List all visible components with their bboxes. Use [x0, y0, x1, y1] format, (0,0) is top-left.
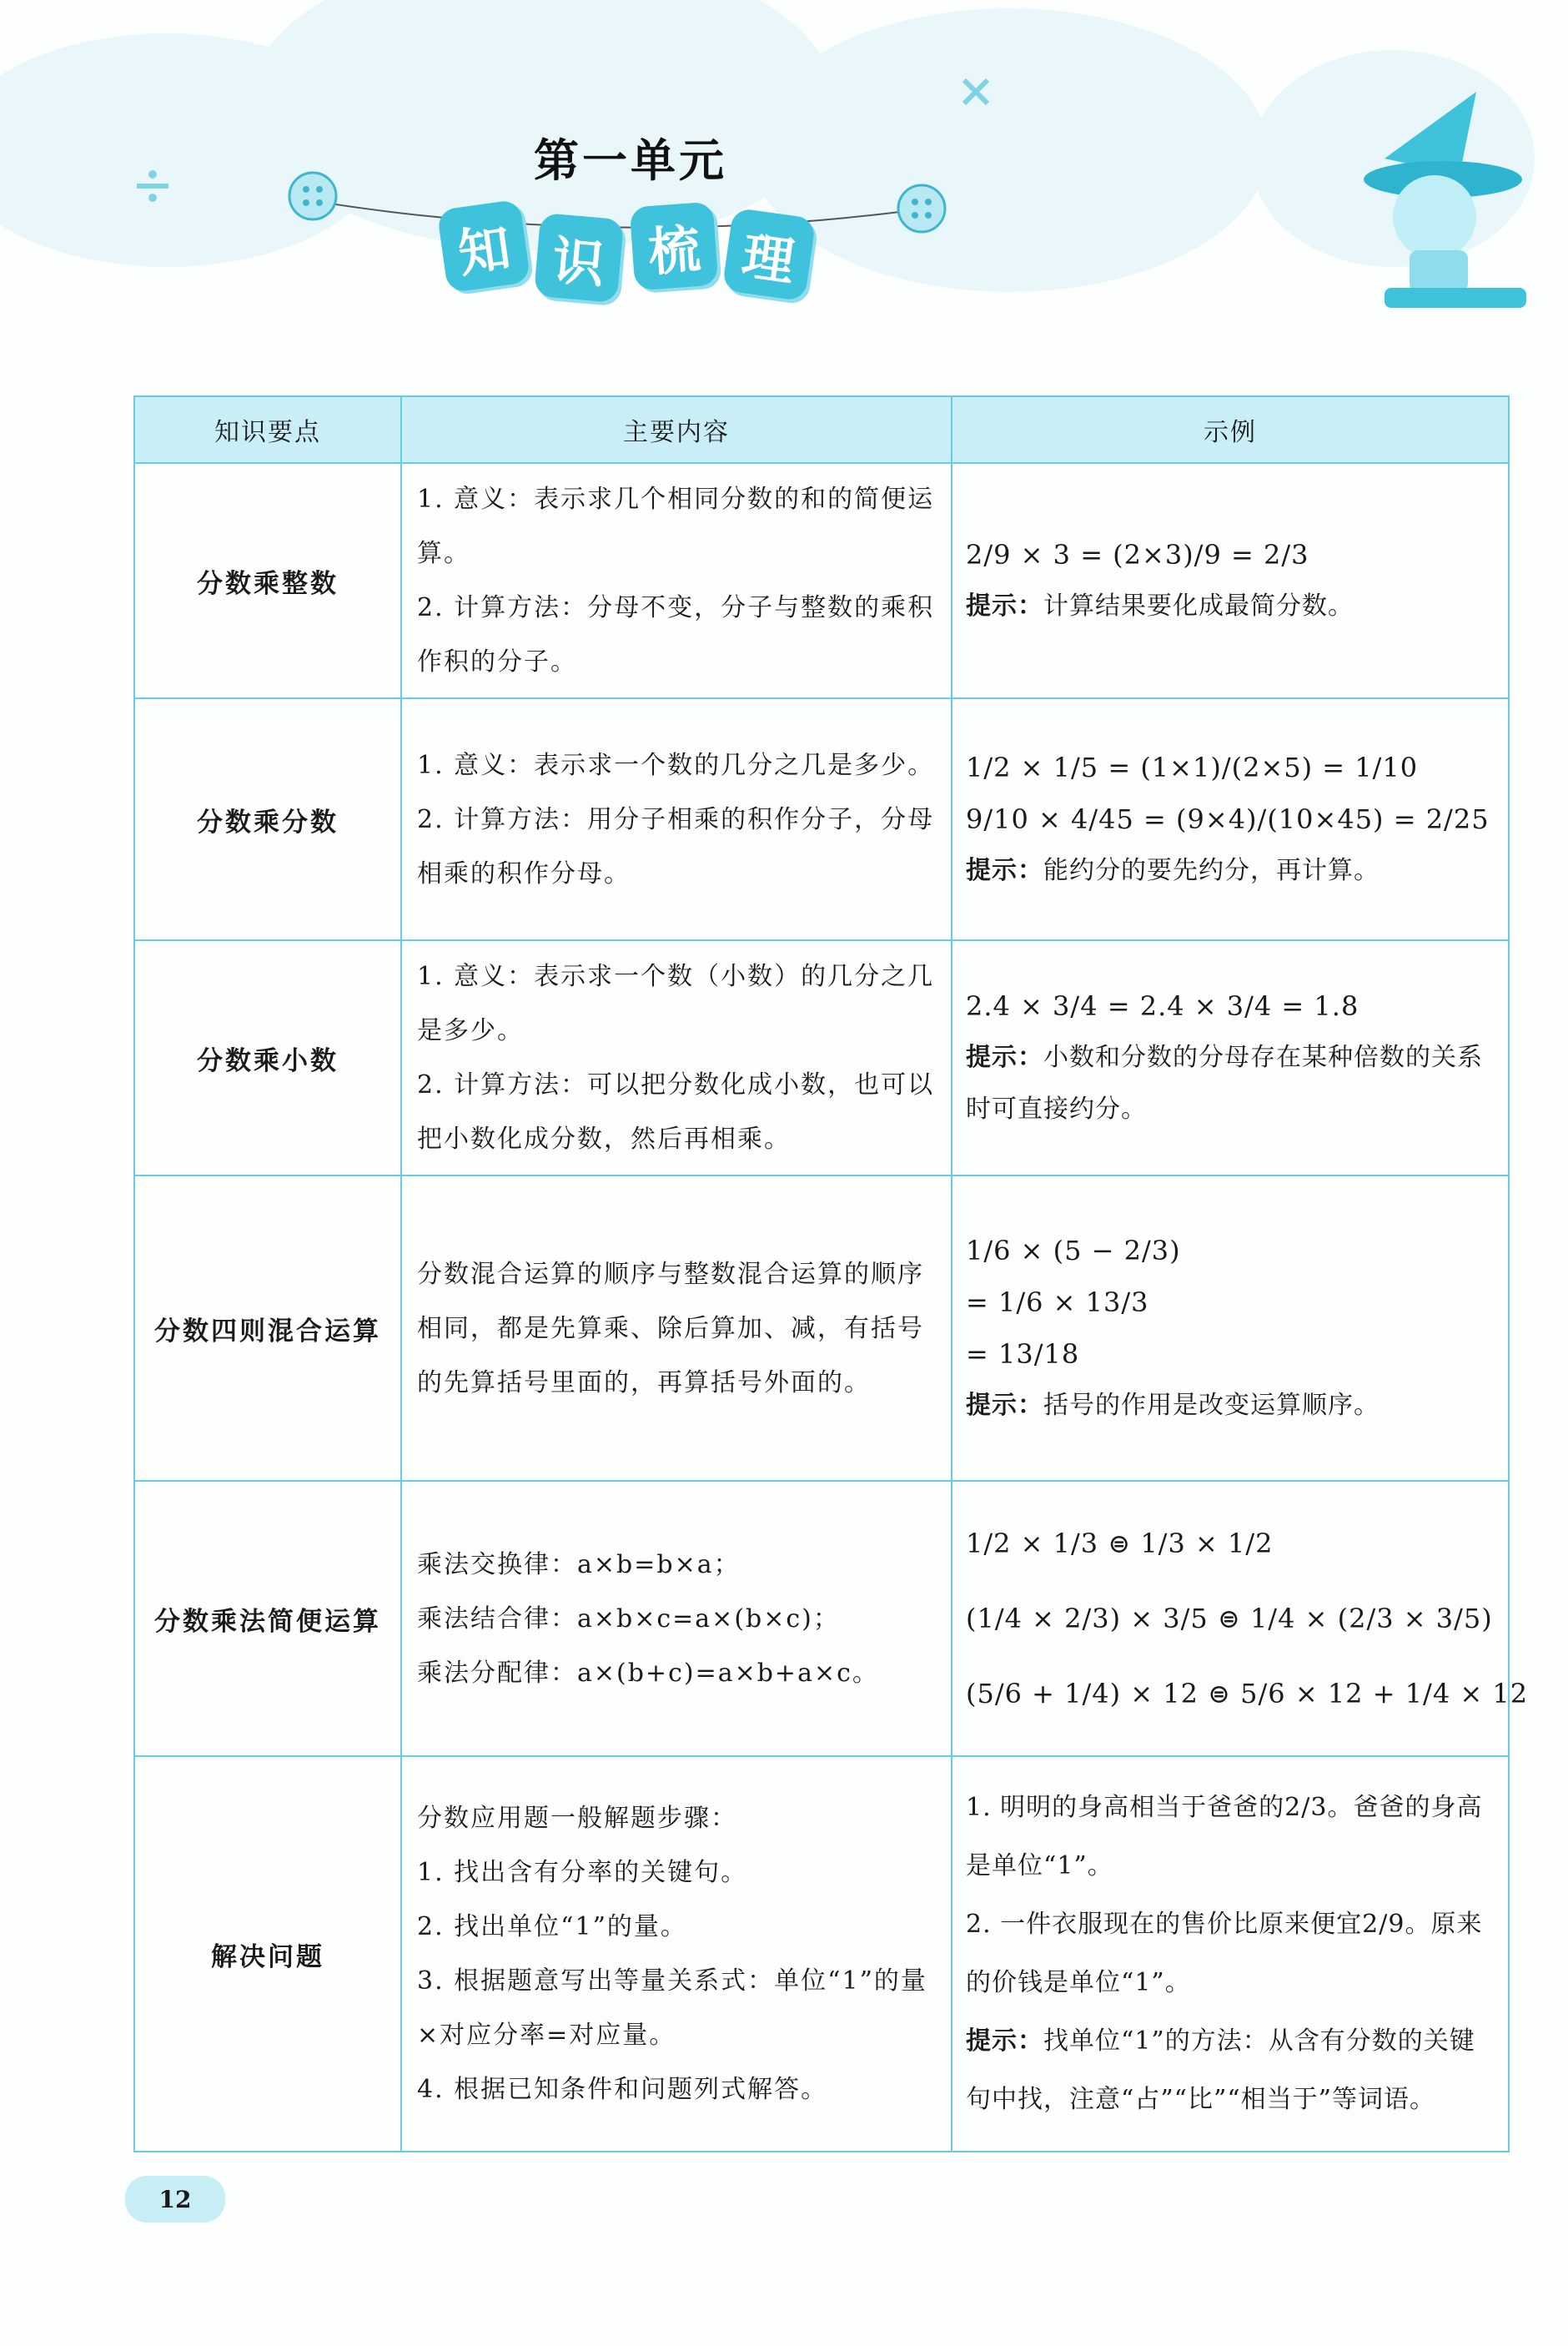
example-cell: [952, 1756, 1509, 2152]
button-icon: [284, 167, 342, 225]
example-cell: [952, 698, 1509, 940]
content-line: 1. 意义：表示求一个数（小数）的几分之几是多少。: [417, 962, 935, 1045]
table-row: [134, 1176, 1509, 1481]
divide-icon: [133, 167, 172, 205]
tip-text: 括号的作用是改变运算顺序。: [1043, 1391, 1380, 1420]
content-line: 4. 根据已知条件和问题列式解答。: [417, 2075, 828, 2104]
tip-text: 能约分的要先约分，再计算。: [1043, 856, 1380, 885]
badge-shi: 识: [534, 213, 624, 303]
example-line: 1. 明明的身高相当于爸爸的2/3。爸爸的身高是单位“1”。: [966, 1793, 1483, 1880]
content-line: 乘法交换律：a×b=b×a；: [417, 1549, 741, 1579]
content-line: 乘法分配律：a×(b+c)=a×b+a×c。: [417, 1658, 879, 1688]
content-line: 2. 计算方法：可以把分数化成小数，也可以把小数化成分数，然后再相乘。: [417, 1070, 935, 1154]
tip: [966, 1380, 1495, 1432]
witch-girl-icon: [1351, 83, 1543, 317]
topic-cell: 解决问题: [134, 1756, 401, 2152]
content-line: 2. 找出单位“1”的量。: [417, 1912, 687, 1941]
content-line: 1. 意义：表示求一个数的几分之几是多少。: [417, 750, 935, 780]
example-math: = 1/6 × 13/3: [966, 1286, 1149, 1318]
topic-cell: 分数四则混合运算: [134, 1176, 401, 1481]
tip: [966, 845, 1495, 897]
page-number: 12: [125, 2176, 225, 2223]
content-cell: [401, 1176, 952, 1481]
column-header: 主要内容: [401, 396, 952, 463]
tip-label: 提示：: [966, 1391, 1043, 1420]
example-cell: [952, 940, 1509, 1176]
tip-label: 提示：: [966, 856, 1043, 885]
content-line: 分数应用题一般解题步骤：: [417, 1804, 737, 1833]
table-row: [134, 698, 1509, 940]
column-header: 示例: [952, 396, 1509, 463]
tip-text: 找单位“1”的方法：从含有分数的关键句中找，注意“占”“比”“相当于”等词语。: [966, 2026, 1475, 2114]
example-math: 9/10 × 4/45 = (9×4)/(10×45) = 2/25: [966, 803, 1490, 835]
button-icon: [892, 179, 951, 238]
tip-label: 提示：: [966, 592, 1043, 621]
cloud-decoration: [751, 8, 1268, 292]
table-row: [134, 463, 1509, 698]
tip: [966, 581, 1495, 632]
tip-label: 提示：: [966, 2026, 1043, 2056]
example-math: 2.4 × 3/4 = 2.4 × 3/4 = 1.8: [966, 990, 1359, 1022]
example-math: 1/6 × (5 − 2/3): [966, 1235, 1181, 1266]
topic-cell: 分数乘法简便运算: [134, 1481, 401, 1756]
example-math: (5/6 + 1/4) × 12 ⊜ 5/6 × 12 + 1/4 × 12: [966, 1678, 1529, 1709]
content-line: 1. 找出含有分率的关键句。: [417, 1858, 748, 1887]
tip-text: 小数和分数的分母存在某种倍数的关系时可直接约分。: [966, 1043, 1483, 1124]
page-header: [0, 0, 1568, 350]
example-math: 1/2 × 1/3 ⊜ 1/3 × 1/2: [966, 1528, 1274, 1559]
content-line: 乘法结合律：a×b×c=a×(b×c)；: [417, 1603, 840, 1634]
content-cell: [401, 940, 952, 1176]
topic-cell: 分数乘分数: [134, 698, 401, 940]
section-badges: [442, 204, 811, 300]
example-cell: [952, 1481, 1529, 1756]
tip: [966, 1032, 1495, 1135]
example-line: 2. 一件衣服现在的售价比原来便宜2/9。原来的价钱是单位“1”。: [966, 1910, 1483, 1997]
content-line: 3. 根据题意写出等量关系式：单位“1”的量×对应分率=对应量。: [417, 1966, 927, 2050]
content-line: 1. 意义：表示求几个相同分数的和的简便运算。: [417, 485, 935, 568]
example-cell: [952, 1176, 1509, 1481]
table-header-row: [134, 396, 1509, 463]
content-cell: [401, 1481, 952, 1756]
tip-label: 提示：: [966, 1043, 1043, 1072]
topic-cell: 分数乘整数: [134, 463, 401, 698]
table-row: [134, 1481, 1509, 1756]
content-line: 2. 计算方法：用分子相乘的积作分子，分母相乘的积作分母。: [417, 804, 935, 889]
example-math: 1/2 × 1/5 = (1×1)/(2×5) = 1/10: [966, 752, 1419, 783]
tip: [966, 2012, 1495, 2129]
column-header: 知识要点: [134, 396, 401, 463]
unit-title: 第一单元: [534, 134, 727, 187]
table-row: [134, 940, 1509, 1176]
badge-zhi: 知: [437, 199, 531, 294]
badge-shu: 梳: [630, 202, 719, 291]
content-cell: [401, 698, 952, 940]
topic-cell: 分数乘小数: [134, 940, 401, 1176]
content-line: 分数混合运算的顺序与整数混合运算的顺序相同，都是先算乘、除后算加、减，有括号的先算括号里面的，再算括号外面的。: [417, 1259, 924, 1397]
example-math: = 13/18: [966, 1338, 1080, 1370]
content-cell: [401, 1756, 952, 2152]
badge-li: 理: [722, 208, 817, 302]
multiply-icon: [959, 75, 993, 108]
example-math: 2/9 × 3 = (2×3)/9 = 2/3: [966, 539, 1309, 571]
example-math: (1/4 × 2/3) × 3/5 ⊜ 1/4 × (2/3 × 3/5): [966, 1603, 1493, 1634]
knowledge-table: [133, 395, 1529, 2152]
tip-text: 计算结果要化成最简分数。: [1043, 592, 1354, 621]
content-cell: [401, 463, 952, 698]
content-line: 2. 计算方法：分母不变，分子与整数的乘积作积的分子。: [417, 593, 935, 677]
table-row: [134, 1756, 1509, 2152]
example-cell: [952, 463, 1509, 698]
